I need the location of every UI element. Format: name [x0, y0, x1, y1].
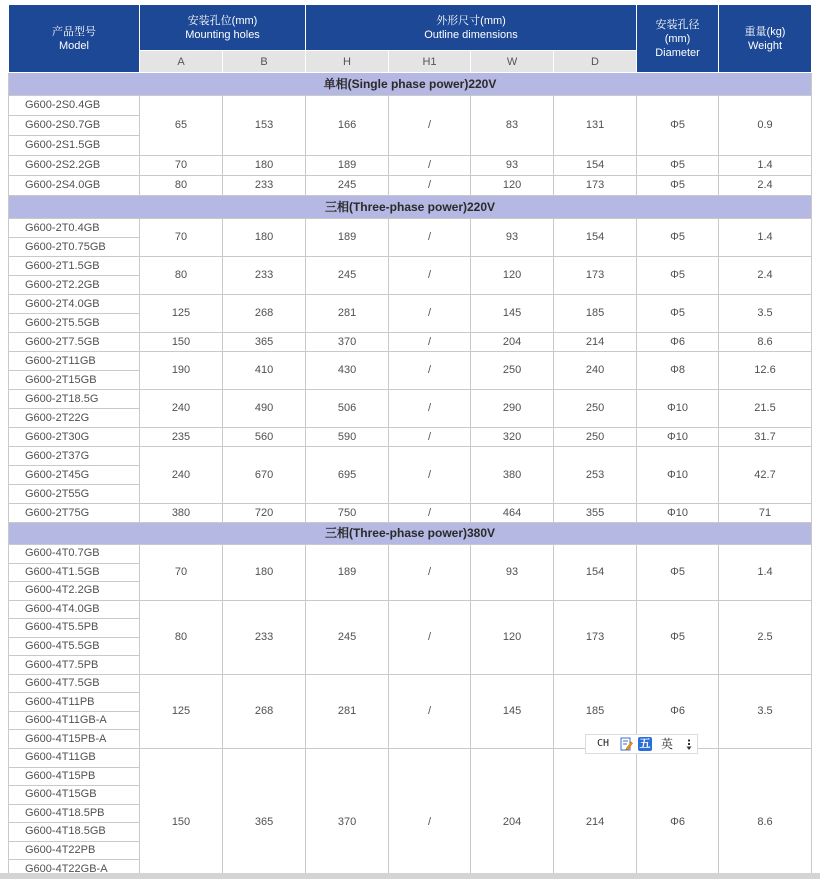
diameter-cell: Φ6 [637, 674, 719, 748]
weight-cell: 12.6 [719, 352, 812, 390]
model-cell: G600-4T7.5GB [9, 674, 140, 693]
model-cell: G600-4T22PB [9, 841, 140, 860]
a-cell: 150 [140, 749, 223, 873]
a-cell: 125 [140, 674, 223, 748]
h-cell: 245 [306, 600, 389, 674]
weight-cell: 2.5 [719, 600, 812, 674]
diameter-cell: Φ5 [637, 545, 719, 601]
model-cell: G600-2S0.4GB [9, 96, 140, 116]
header-weight-cn: 重量(kg) [744, 25, 786, 38]
weight-cell: 8.6 [719, 749, 812, 873]
model-cell: G600-2T4.0GB [9, 295, 140, 314]
d-cell: 214 [554, 749, 637, 873]
model-cell: G600-2T22G [9, 409, 140, 428]
h1-cell: / [389, 176, 471, 196]
weight-cell: 31.7 [719, 428, 812, 447]
weight-cell: 3.5 [719, 295, 812, 333]
section-title: 三相(Three-phase power)380V [9, 523, 812, 545]
header-col-d: D [554, 51, 637, 73]
h1-cell: / [389, 545, 471, 601]
table-row [9, 96, 812, 116]
model-cell: G600-4T0.7GB [9, 545, 140, 564]
diameter-cell: Φ5 [637, 176, 719, 196]
model-cell: G600-4T11GB-A [9, 711, 140, 730]
a-cell: 80 [140, 176, 223, 196]
d-cell: 250 [554, 428, 637, 447]
b-cell: 268 [223, 295, 306, 333]
header-diameter [637, 5, 719, 73]
header-diameter-unit: (mm) [664, 32, 691, 45]
header-model [9, 5, 140, 73]
model-cell: G600-2T45G [9, 466, 140, 485]
weight-cell: 2.4 [719, 257, 812, 295]
d-cell: 185 [554, 674, 637, 748]
w-cell: 83 [471, 96, 554, 156]
section-title: 三相(Three-phase power)220V [9, 196, 812, 219]
h-cell: 189 [306, 219, 389, 257]
w-cell: 380 [471, 447, 554, 504]
model-cell: G600-2S1.5GB [9, 136, 140, 156]
model-cell: G600-2T7.5GB [9, 333, 140, 352]
h-cell: 750 [306, 504, 389, 523]
weight-cell: 0.9 [719, 96, 812, 156]
weight-cell: 42.7 [719, 447, 812, 504]
w-cell: 145 [471, 674, 554, 748]
table-row [9, 504, 812, 523]
model-cell: G600-2T1.5GB [9, 257, 140, 276]
h1-cell: / [389, 390, 471, 428]
a-cell: 70 [140, 545, 223, 601]
table-row [9, 352, 812, 371]
diameter-cell: Φ6 [637, 333, 719, 352]
h-cell: 370 [306, 333, 389, 352]
a-cell: 70 [140, 156, 223, 176]
a-cell: 240 [140, 390, 223, 428]
header-model-en: Model [59, 39, 89, 52]
diameter-cell: Φ5 [637, 600, 719, 674]
b-cell: 720 [223, 504, 306, 523]
table-row [9, 600, 812, 619]
diameter-cell: Φ5 [637, 156, 719, 176]
weight-cell: 71 [719, 504, 812, 523]
w-cell: 120 [471, 257, 554, 295]
w-cell: 320 [471, 428, 554, 447]
model-cell: G600-2T55G [9, 485, 140, 504]
weight-cell: 2.4 [719, 176, 812, 196]
model-cell: G600-4T1.5GB [9, 563, 140, 582]
w-cell: 120 [471, 600, 554, 674]
model-cell: G600-4T4.0GB [9, 600, 140, 619]
d-cell: 250 [554, 390, 637, 428]
h1-cell: / [389, 504, 471, 523]
model-cell: G600-4T7.5PB [9, 656, 140, 675]
weight-cell: 8.6 [719, 333, 812, 352]
d-cell: 355 [554, 504, 637, 523]
ime-toolbar[interactable] [585, 734, 698, 754]
model-cell: G600-4T15PB-A [9, 730, 140, 749]
h1-cell: / [389, 257, 471, 295]
table-row [9, 447, 812, 466]
header-col-w: W [471, 51, 554, 73]
w-cell: 290 [471, 390, 554, 428]
b-cell: 180 [223, 545, 306, 601]
w-cell: 250 [471, 352, 554, 390]
h1-cell: / [389, 96, 471, 156]
a-cell: 190 [140, 352, 223, 390]
d-cell: 173 [554, 257, 637, 295]
header-col-h1: H1 [389, 51, 471, 73]
h-cell: 245 [306, 176, 389, 196]
horizontal-scrollbar[interactable] [0, 873, 820, 879]
model-cell: G600-4T15GB [9, 786, 140, 805]
d-cell: 131 [554, 96, 637, 156]
b-cell: 233 [223, 600, 306, 674]
b-cell: 670 [223, 447, 306, 504]
h1-cell: / [389, 219, 471, 257]
w-cell: 93 [471, 219, 554, 257]
table-row [9, 295, 812, 314]
w-cell: 204 [471, 333, 554, 352]
header-weight-en: Weight [747, 39, 783, 52]
model-cell: G600-4T18.5PB [9, 804, 140, 823]
d-cell: 154 [554, 545, 637, 601]
weight-cell: 3.5 [719, 674, 812, 748]
diameter-cell: Φ10 [637, 390, 719, 428]
h-cell: 281 [306, 674, 389, 748]
a-cell: 240 [140, 447, 223, 504]
model-cell: G600-4T11PB [9, 693, 140, 712]
a-cell: 65 [140, 96, 223, 156]
header-diameter-en: Diameter [655, 46, 700, 59]
model-cell: G600-4T18.5GB [9, 823, 140, 842]
model-cell: G600-2T37G [9, 447, 140, 466]
model-cell: G600-2T30G [9, 428, 140, 447]
b-cell: 365 [223, 749, 306, 873]
d-cell: 154 [554, 219, 637, 257]
model-cell: G600-2T2.2GB [9, 276, 140, 295]
model-cell: G600-2S4.0GB [9, 176, 140, 196]
diameter-cell: Φ5 [637, 295, 719, 333]
model-cell: G600-2T0.75GB [9, 238, 140, 257]
h-cell: 370 [306, 749, 389, 873]
b-cell: 490 [223, 390, 306, 428]
header-outline-en: Outline dimensions [424, 28, 518, 41]
menu-chevron-icon[interactable] [686, 738, 692, 750]
a-cell: 70 [140, 219, 223, 257]
model-cell: G600-4T15PB [9, 767, 140, 786]
d-cell: 253 [554, 447, 637, 504]
h1-cell: / [389, 749, 471, 873]
ime-mode-button[interactable]: 五 [639, 738, 651, 750]
h-cell: 430 [306, 352, 389, 390]
table-row [9, 257, 812, 276]
d-cell: 173 [554, 600, 637, 674]
b-cell: 233 [223, 176, 306, 196]
h1-cell: / [389, 674, 471, 748]
header-weight [719, 5, 812, 73]
model-cell: G600-2T18.5G [9, 390, 140, 409]
diameter-cell: Φ5 [637, 257, 719, 295]
b-cell: 365 [223, 333, 306, 352]
h1-cell: / [389, 428, 471, 447]
diameter-cell: Φ10 [637, 447, 719, 504]
model-cell: G600-4T5.5PB [9, 619, 140, 638]
b-cell: 560 [223, 428, 306, 447]
model-cell: G600-2S0.7GB [9, 116, 140, 136]
w-cell: 464 [471, 504, 554, 523]
h-cell: 245 [306, 257, 389, 295]
table-row [9, 219, 812, 238]
weight-cell: 1.4 [719, 545, 812, 601]
h-cell: 166 [306, 96, 389, 156]
section-header-row [9, 196, 812, 219]
w-cell: 120 [471, 176, 554, 196]
d-cell: 154 [554, 156, 637, 176]
w-cell: 93 [471, 545, 554, 601]
w-cell: 145 [471, 295, 554, 333]
model-cell: G600-2T0.4GB [9, 219, 140, 238]
model-cell: G600-4T5.5GB [9, 637, 140, 656]
diameter-cell: Φ10 [637, 504, 719, 523]
weight-cell: 21.5 [719, 390, 812, 428]
pen-icon[interactable] [620, 737, 633, 751]
model-cell: G600-2S2.2GB [9, 156, 140, 176]
section-title: 单相(Single phase power)220V [9, 73, 812, 96]
a-cell: 235 [140, 428, 223, 447]
header-model-cn: 产品型号 [52, 25, 96, 38]
model-cell: G600-2T11GB [9, 352, 140, 371]
a-cell: 80 [140, 257, 223, 295]
ime-width-button[interactable]: 英 [661, 737, 674, 751]
h-cell: 695 [306, 447, 389, 504]
header-diameter-cn: 安装孔径 [655, 18, 700, 31]
d-cell: 173 [554, 176, 637, 196]
model-cell: G600-4T22GB-A [9, 860, 140, 873]
header-mounting-holes [140, 5, 306, 51]
b-cell: 410 [223, 352, 306, 390]
diameter-cell: Φ10 [637, 428, 719, 447]
table-row [9, 176, 812, 196]
table-row [9, 390, 812, 409]
d-cell: 185 [554, 295, 637, 333]
a-cell: 80 [140, 600, 223, 674]
section-header-row [9, 523, 812, 545]
header-col-h: H [306, 51, 389, 73]
h-cell: 189 [306, 156, 389, 176]
d-cell: 214 [554, 333, 637, 352]
h1-cell: / [389, 295, 471, 333]
section-header-row [9, 73, 812, 96]
weight-cell: 1.4 [719, 219, 812, 257]
model-cell: G600-4T11GB [9, 749, 140, 768]
h1-cell: / [389, 156, 471, 176]
table-row [9, 674, 812, 693]
table-row [9, 545, 812, 564]
h1-cell: / [389, 447, 471, 504]
table-row [9, 333, 812, 352]
b-cell: 233 [223, 257, 306, 295]
header-mounting-cn: 安装孔位(mm) [187, 14, 258, 27]
ime-language-button[interactable]: CH [597, 738, 610, 749]
h-cell: 506 [306, 390, 389, 428]
header-outline-cn: 外形尺寸(mm) [436, 14, 506, 27]
diameter-cell: Φ6 [637, 749, 719, 873]
b-cell: 180 [223, 219, 306, 257]
h1-cell: / [389, 352, 471, 390]
weight-cell: 1.4 [719, 156, 812, 176]
model-cell: G600-2T5.5GB [9, 314, 140, 333]
h-cell: 189 [306, 545, 389, 601]
h1-cell: / [389, 333, 471, 352]
w-cell: 204 [471, 749, 554, 873]
header-mounting-en: Mounting holes [185, 28, 260, 41]
model-cell: G600-2T15GB [9, 371, 140, 390]
h-cell: 281 [306, 295, 389, 333]
header-col-b: B [223, 51, 306, 73]
table-row [9, 156, 812, 176]
h-cell: 590 [306, 428, 389, 447]
model-cell: G600-2T75G [9, 504, 140, 523]
a-cell: 380 [140, 504, 223, 523]
a-cell: 125 [140, 295, 223, 333]
header-col-a: A [140, 51, 223, 73]
model-cell: G600-4T2.2GB [9, 582, 140, 601]
d-cell: 240 [554, 352, 637, 390]
b-cell: 153 [223, 96, 306, 156]
b-cell: 180 [223, 156, 306, 176]
diameter-cell: Φ8 [637, 352, 719, 390]
w-cell: 93 [471, 156, 554, 176]
header-outline-dimensions [306, 5, 637, 51]
table-row [9, 428, 812, 447]
header-row [9, 5, 812, 51]
table-header [9, 5, 812, 73]
h1-cell: / [389, 600, 471, 674]
diameter-cell: Φ5 [637, 96, 719, 156]
b-cell: 268 [223, 674, 306, 748]
diameter-cell: Φ5 [637, 219, 719, 257]
a-cell: 150 [140, 333, 223, 352]
